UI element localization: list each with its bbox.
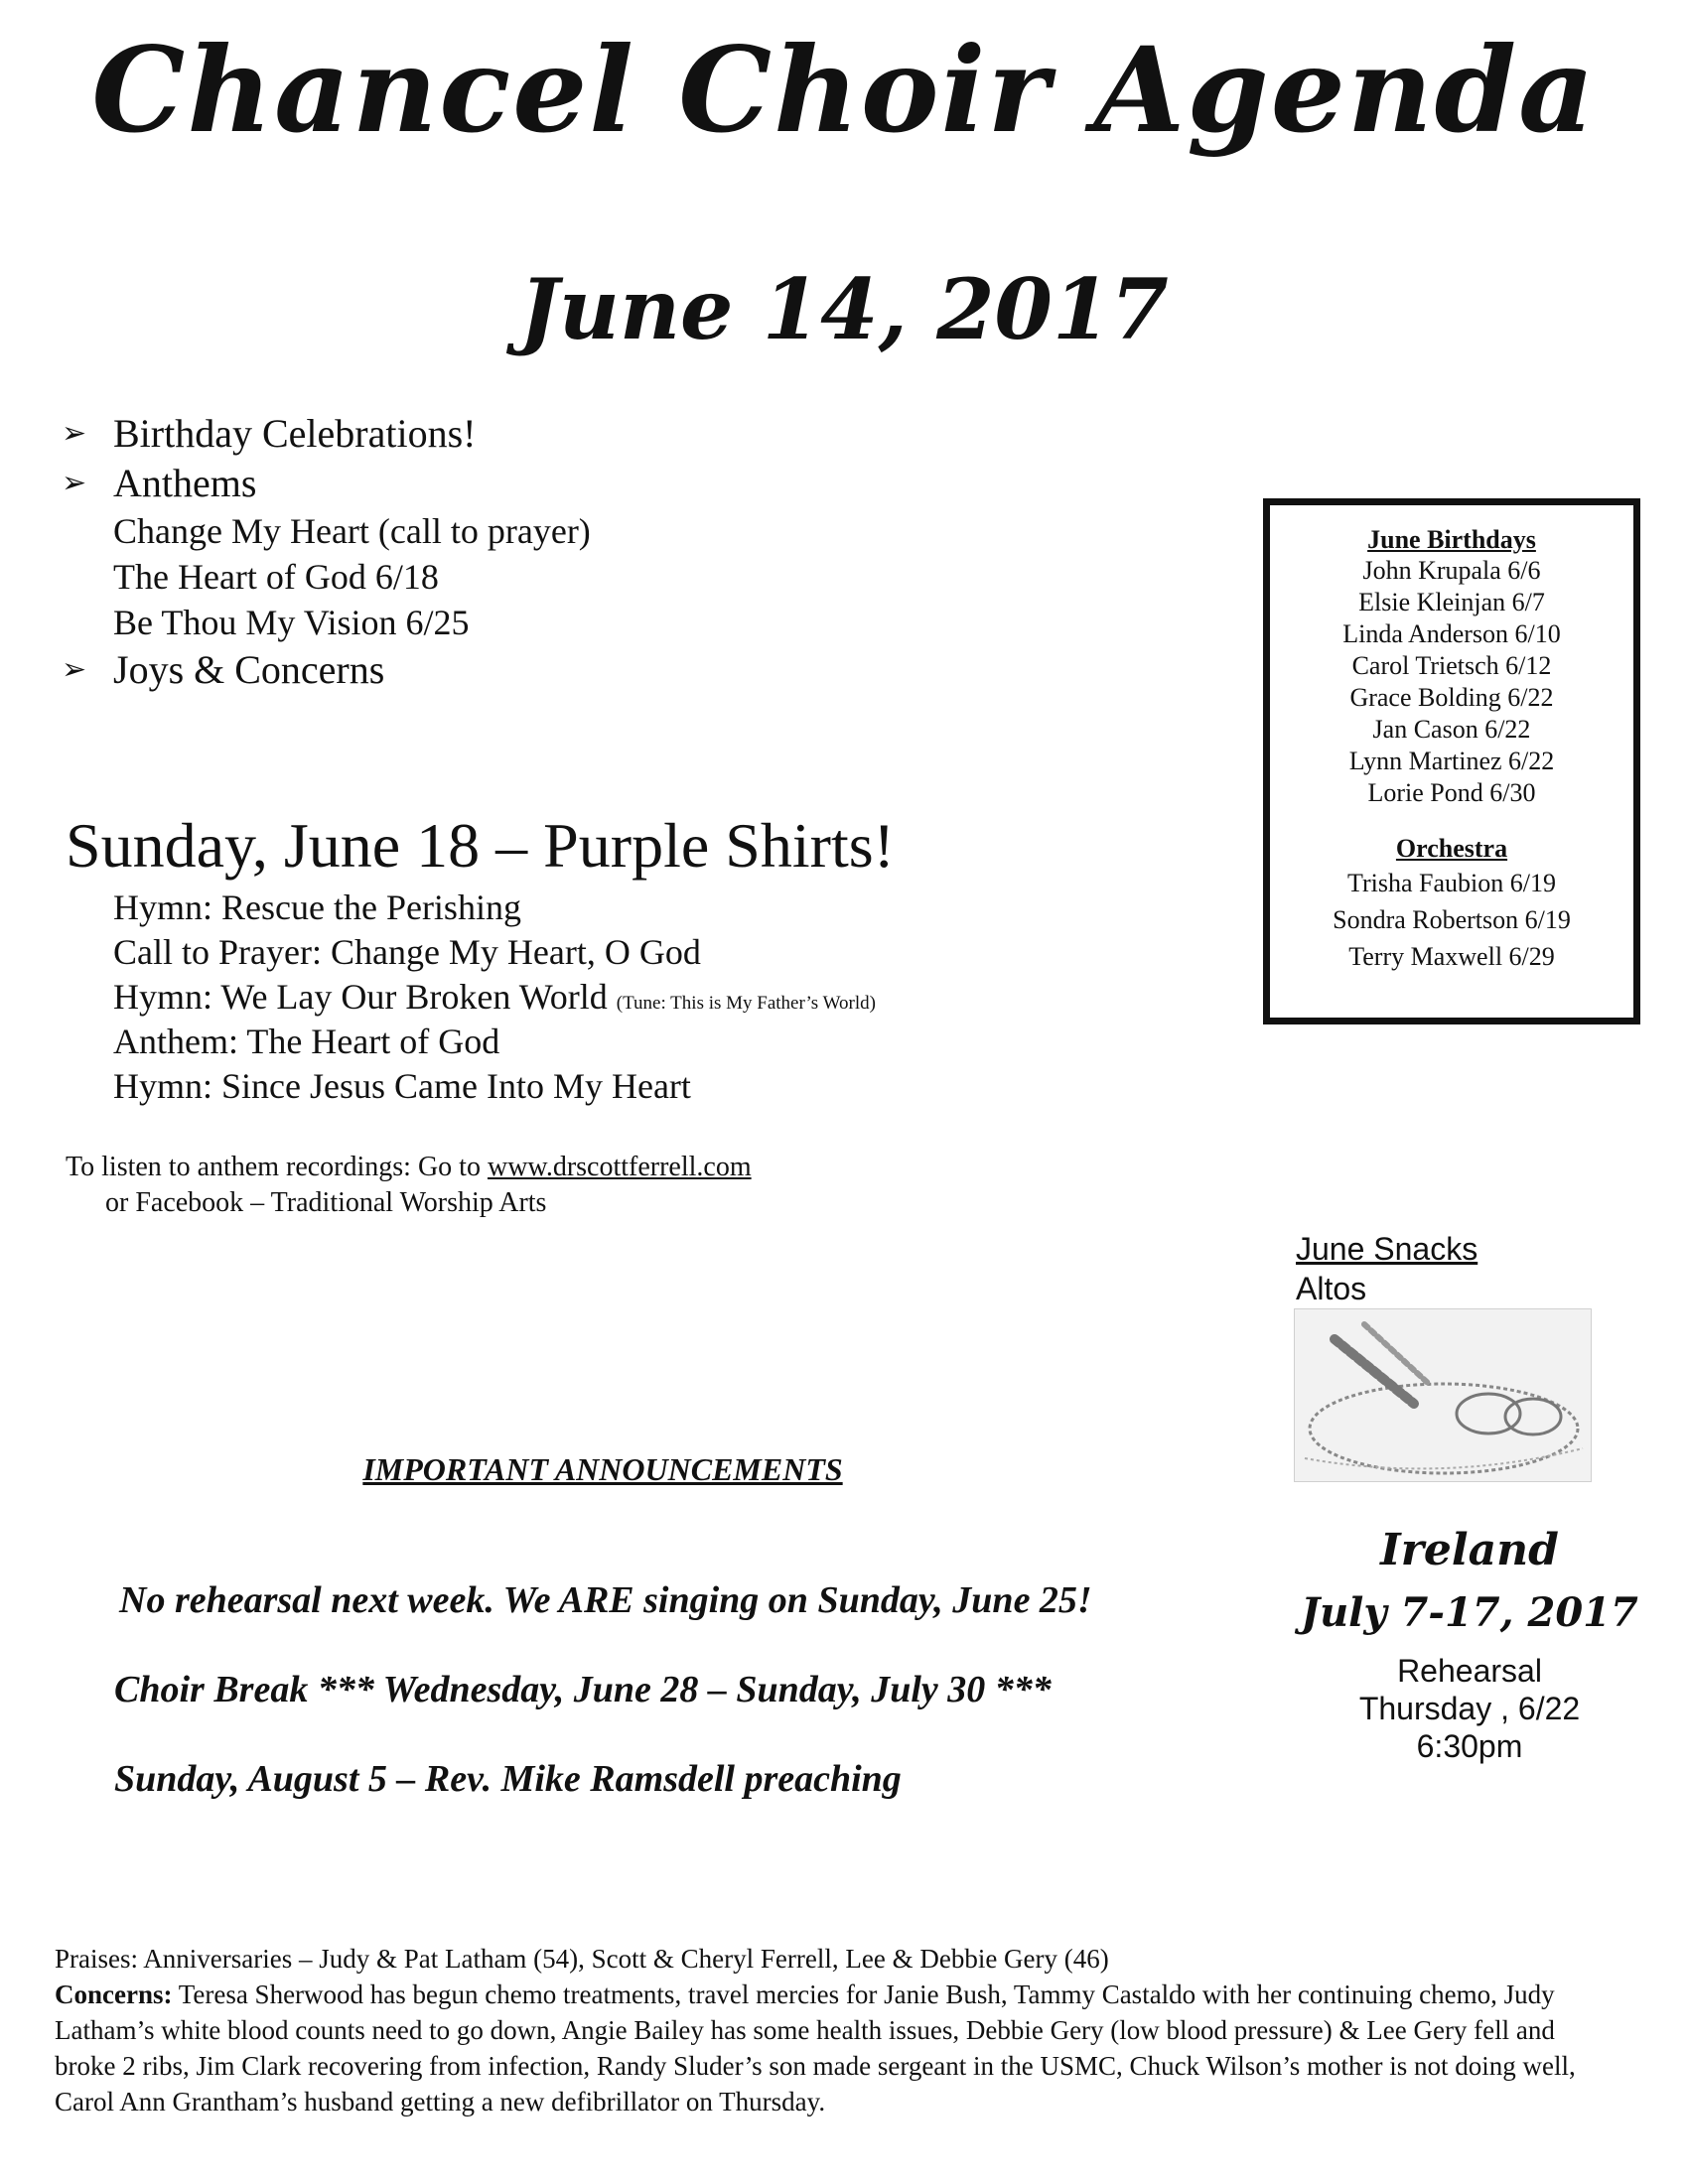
service-item	[66, 886, 1207, 930]
agenda-item-label: Joys & Concerns	[113, 647, 385, 692]
listen-line	[66, 1150, 1207, 1185]
service-item-text: Anthem: The Heart of God	[113, 1022, 500, 1061]
sunday-heading: Sunday, June 18 – Purple Shirts!	[66, 810, 895, 881]
sunday-service	[66, 806, 1207, 1109]
birthdays-heading: June Birthdays	[1367, 525, 1536, 554]
listen-info	[66, 1150, 1207, 1221]
snack-image	[1294, 1308, 1592, 1482]
agenda-item	[62, 459, 1203, 508]
rehearsal-day: Thursday , 6/22	[1358, 1691, 1581, 1726]
ireland-dates: July 7-17, 2017	[1301, 1589, 1638, 1636]
rehearsal-time: 6:30pm	[1416, 1728, 1523, 1764]
birthday-item: Elsie Kleinjan 6/7	[1358, 588, 1545, 616]
arrow-right-icon: ➢	[62, 467, 87, 499]
birthday-item: John Krupala 6/6	[1362, 556, 1541, 585]
concerns-label: Concerns:	[55, 1979, 173, 2009]
birthday-item: Grace Bolding 6/22	[1349, 683, 1554, 712]
website-link[interactable]: www.drscottferrell.com	[487, 1152, 752, 1182]
birthday-item: Linda Anderson 6/10	[1342, 619, 1561, 648]
anthem-item: Change My Heart (call to prayer)	[113, 511, 591, 551]
service-item-text: Hymn: Rescue the Perishing	[113, 887, 521, 927]
orchestra-heading: Orchestra	[1395, 834, 1508, 863]
arrow-right-icon: ➢	[62, 653, 87, 686]
birthday-item: Carol Trietsch 6/12	[1351, 651, 1552, 680]
service-item	[66, 1020, 1207, 1064]
agenda-date: June 14, 2017	[519, 260, 1169, 358]
birthday-item: Lynn Martinez 6/22	[1348, 747, 1555, 775]
arrow-right-icon: ➢	[62, 417, 87, 450]
listen-prefix: To listen to anthem recordings: Go to	[66, 1152, 488, 1182]
service-item	[66, 930, 1207, 975]
service-item-text: Call to Prayer: Change My Heart, O God	[113, 932, 701, 972]
service-item	[66, 975, 1207, 1020]
anthem-item: Be Thou My Vision 6/25	[113, 603, 470, 642]
orchestra-item: Sondra Robertson 6/19	[1333, 905, 1571, 934]
orchestra-item: Trisha Faubion 6/19	[1347, 869, 1556, 897]
birthday-box	[1263, 498, 1640, 1024]
agenda-list	[62, 409, 1203, 695]
announcement-item: No rehearsal next week. We ARE singing on Sunday, June 25!	[119, 1579, 1092, 1621]
announcements-heading: IMPORTANT ANNOUNCEMENTS	[362, 1451, 843, 1487]
praises-concerns	[55, 1941, 1604, 2119]
tune-note: (Tune: This is My Father’s World)	[616, 993, 876, 1014]
announcement-item: Sunday, August 5 – Rev. Mike Ramsdell preaching	[114, 1758, 902, 1800]
birthday-item: Jan Cason 6/22	[1372, 715, 1531, 744]
concerns-paragraph	[55, 1977, 1604, 2119]
snacks-info	[1296, 1229, 1477, 1308]
snacks-section: Altos	[1296, 1271, 1367, 1306]
praises-line: Praises: Anniversaries – Judy & Pat Latham (54), Scott & Cheryl Ferrell, Lee & Debbie Gery (46)	[55, 1944, 1109, 1974]
agenda-item	[62, 409, 1203, 459]
ireland-rehearsal	[1281, 1652, 1658, 1765]
agenda-item-label: Anthems	[113, 461, 257, 505]
page-title: Chancel Choir Agenda	[91, 21, 1597, 159]
service-item	[66, 1064, 1207, 1109]
anthem-item: The Heart of God 6/18	[113, 557, 439, 597]
snacks-heading: June Snacks	[1296, 1231, 1478, 1267]
ireland-title: Ireland	[1380, 1525, 1559, 1575]
service-item-text: Hymn: Since Jesus Came Into My Heart	[113, 1066, 691, 1106]
service-item-text: Hymn: We Lay Our Broken World	[113, 977, 608, 1017]
agenda-item-label: Birthday Celebrations!	[113, 411, 477, 456]
snack-plate-illustration	[1295, 1309, 1591, 1481]
concerns-text: Teresa Sherwood has begun chemo treatments, travel mercies for Janie Bush, Tammy Castaldo with her continuing chemo, Judy Latham’s white blood counts need to go down, Angie Bailey has some health issues, Debbie Gery (low blood pressure) & Lee Gery fell and broke 2 ribs, Jim Clark recovering from infection, Randy Sluder’s son made sergeant in the USMC, Chuck Wilson’s mother is not doing well, Carol Ann Grantham’s husband getting a new defibrillator on Thursday.	[55, 1979, 1576, 2116]
announcement-item: Choir Break *** Wednesday, June 28 – Sunday, July 30 ***	[114, 1669, 1052, 1710]
agenda-item	[62, 645, 1203, 695]
orchestra-item: Terry Maxwell 6/29	[1348, 942, 1555, 971]
facebook-line: or Facebook – Traditional Worship Arts	[105, 1187, 547, 1218]
birthday-item: Lorie Pond 6/30	[1367, 778, 1536, 807]
rehearsal-label: Rehearsal	[1397, 1653, 1542, 1689]
